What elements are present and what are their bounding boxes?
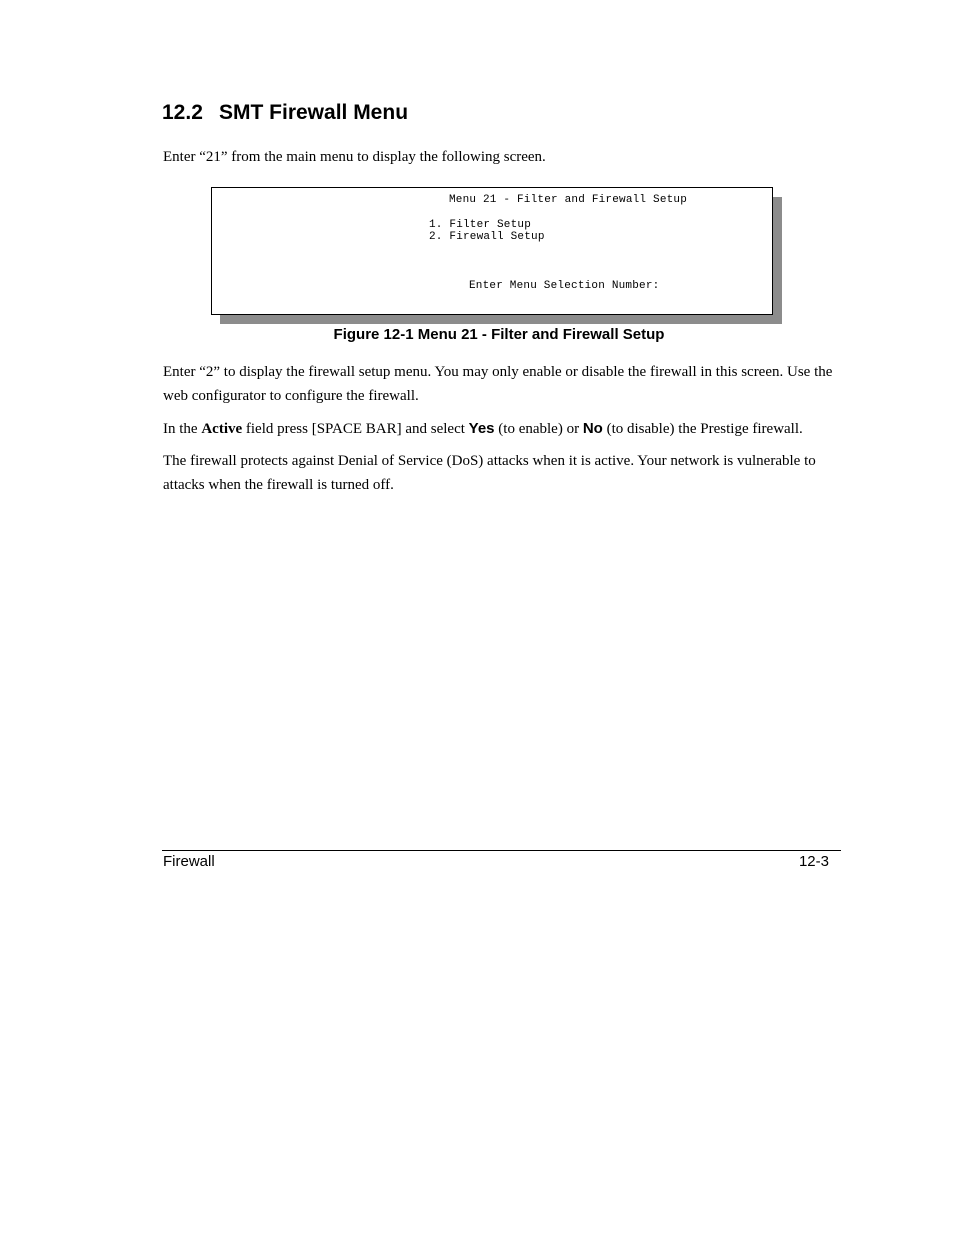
no-option: No xyxy=(582,420,603,437)
intro-paragraph: Enter “21” from the main menu to display the following screen. xyxy=(163,149,546,165)
paragraph-dos-protection: The firewall protects against Denial of Service (DoS) attacks when it is active. Your network is vulnerable to attacks when the firewall is turned off. xyxy=(163,453,816,493)
text-segment: field press [SPACE BAR] and select xyxy=(242,421,469,437)
screen-prompt: Enter Menu Selection Number: xyxy=(469,280,660,292)
yes-option: Yes xyxy=(468,420,495,437)
text-segment: (to disable) the Prestige firewall. xyxy=(602,421,803,437)
footer-chapter: Firewall xyxy=(163,853,215,870)
footer-rule xyxy=(162,850,841,851)
section-number: 12.2 xyxy=(162,101,203,124)
paragraph-active-field xyxy=(163,417,863,441)
footer-page-number: 12-3 xyxy=(798,853,829,870)
smt-screen xyxy=(211,187,773,315)
active-field-label: Active xyxy=(201,421,243,437)
section-heading xyxy=(162,99,408,127)
menu-item-firewall-setup: 2. Firewall Setup xyxy=(429,231,545,243)
menu-item-filter-setup: 1. Filter Setup xyxy=(429,219,532,231)
paragraph-enter-2: Enter “2” to display the firewall setup menu. You may only enable or disable the firewall in this screen. Use the web configurator to configure the firewall. xyxy=(163,364,833,404)
text-segment: (to enable) or xyxy=(494,421,583,437)
text-segment: In the xyxy=(163,421,202,437)
section-title: SMT Firewall Menu xyxy=(219,101,409,124)
screen-title: Menu 21 - Filter and Firewall Setup xyxy=(449,194,688,206)
figure-caption: Figure 12-1 Menu 21 - Filter and Firewall Setup xyxy=(333,326,665,343)
